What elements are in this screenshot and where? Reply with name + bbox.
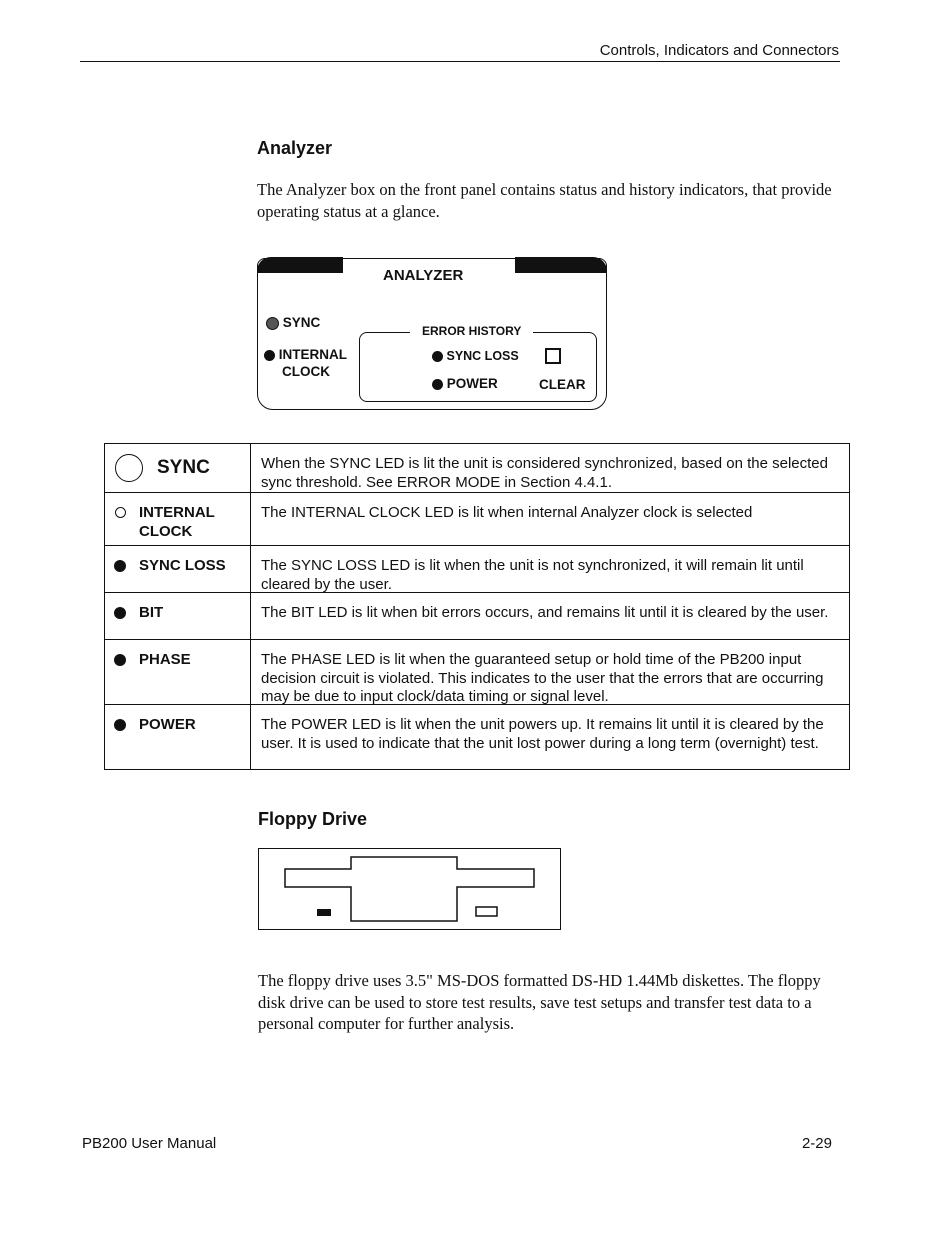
panel-clock-label: CLOCK (282, 364, 330, 379)
led-cell-bit (105, 593, 251, 639)
sync-led-icon (266, 317, 279, 330)
floppy-description: The floppy drive uses 3.5" MS-DOS formatted DS-HD 1.44Mb diskettes. The floppy disk drive can be used to store test results, save test setups and transfer test data to a personal computer for further analysis. (258, 971, 821, 1033)
panel-sync-loss-indicator (432, 349, 519, 363)
bit-led-icon (114, 607, 126, 619)
panel-power-indicator (432, 376, 498, 391)
led-name: INTERNAL CLOCK (139, 504, 215, 540)
table-row (105, 545, 849, 592)
panel-power-label: POWER (446, 376, 498, 391)
led-cell-sync-loss (105, 546, 251, 592)
panel-tab-left (257, 257, 343, 273)
error-history-label: ERROR HISTORY (410, 324, 533, 338)
led-description: The BIT LED is lit when bit errors occurs, and remains lit until it is cleared by the user. (261, 604, 829, 621)
led-description: When the SYNC LED is lit the unit is considered synchronized, based on the selected sync threshold. See ERROR MODE in Section 4.4.1. (261, 455, 828, 491)
power-led-icon (432, 379, 443, 390)
panel-tab-right (515, 257, 607, 273)
table-row (105, 492, 849, 545)
eject-button-icon (476, 907, 497, 916)
sync-loss-led-icon (432, 351, 443, 362)
floppy-drive-illustration (258, 848, 561, 930)
panel-sync-label: SYNC (282, 315, 321, 330)
floppy-heading: Floppy Drive (258, 809, 368, 829)
panel-internal-indicator (264, 347, 347, 362)
panel-title: ANALYZER (383, 267, 464, 284)
drive-activity-led-icon (317, 909, 331, 916)
power-led-icon (114, 719, 126, 731)
led-cell-internal-clock (105, 493, 251, 545)
header-rule (80, 61, 840, 62)
led-description: The PHASE LED is lit when the guaranteed setup or hold time of the PB200 input decision circuit is violated. This indicates to the user that the errors that are occurring may be due to input clock/data timing or signal level. (261, 651, 824, 705)
table-row (105, 639, 849, 704)
sync-led-icon (115, 454, 143, 482)
table-row (105, 444, 849, 492)
table-row (105, 704, 849, 769)
analyzer-intro: The Analyzer box on the front panel contains status and history indicators, that provide operating status at a glance. (257, 180, 832, 221)
footer-page-number: 2-29 (801, 1135, 832, 1152)
footer-manual-title: PB200 User Manual (82, 1135, 217, 1152)
led-name: SYNC (157, 457, 210, 478)
led-name: BIT (139, 604, 164, 621)
analyzer-heading: Analyzer (257, 138, 333, 158)
led-cell-sync (105, 444, 251, 492)
internal-led-icon (264, 350, 275, 361)
internal-clock-led-icon (115, 507, 126, 518)
clear-button-icon (545, 348, 561, 364)
running-header: Controls, Indicators and Connectors (599, 42, 839, 59)
led-name: SYNC LOSS (139, 557, 226, 574)
analyzer-panel (257, 258, 607, 410)
panel-clear-label: CLEAR (539, 377, 586, 392)
panel-sync-loss-label: SYNC LOSS (446, 349, 519, 363)
phase-led-icon (114, 654, 126, 666)
panel-sync-indicator (266, 315, 320, 330)
panel-internal-label: INTERNAL (278, 347, 348, 362)
led-description: The POWER LED is lit when the unit powers up. It remains lit until it is cleared by the user. It is used to indicate that the unit lost power during a long term (overnight) test. (261, 716, 824, 752)
led-description: The SYNC LOSS LED is lit when the unit is not synchronized, it will remain lit until cleared by the user. (261, 557, 804, 593)
table-row (105, 592, 849, 639)
error-history-box (359, 324, 597, 402)
led-description: The INTERNAL CLOCK LED is lit when internal Analyzer clock is selected (261, 504, 753, 521)
floppy-slot-icon (259, 849, 559, 928)
led-description-table (104, 443, 850, 770)
sync-loss-led-icon (114, 560, 126, 572)
led-cell-power (105, 705, 251, 769)
led-cell-phase (105, 640, 251, 704)
led-name: POWER (139, 716, 196, 733)
led-name: PHASE (139, 651, 191, 668)
